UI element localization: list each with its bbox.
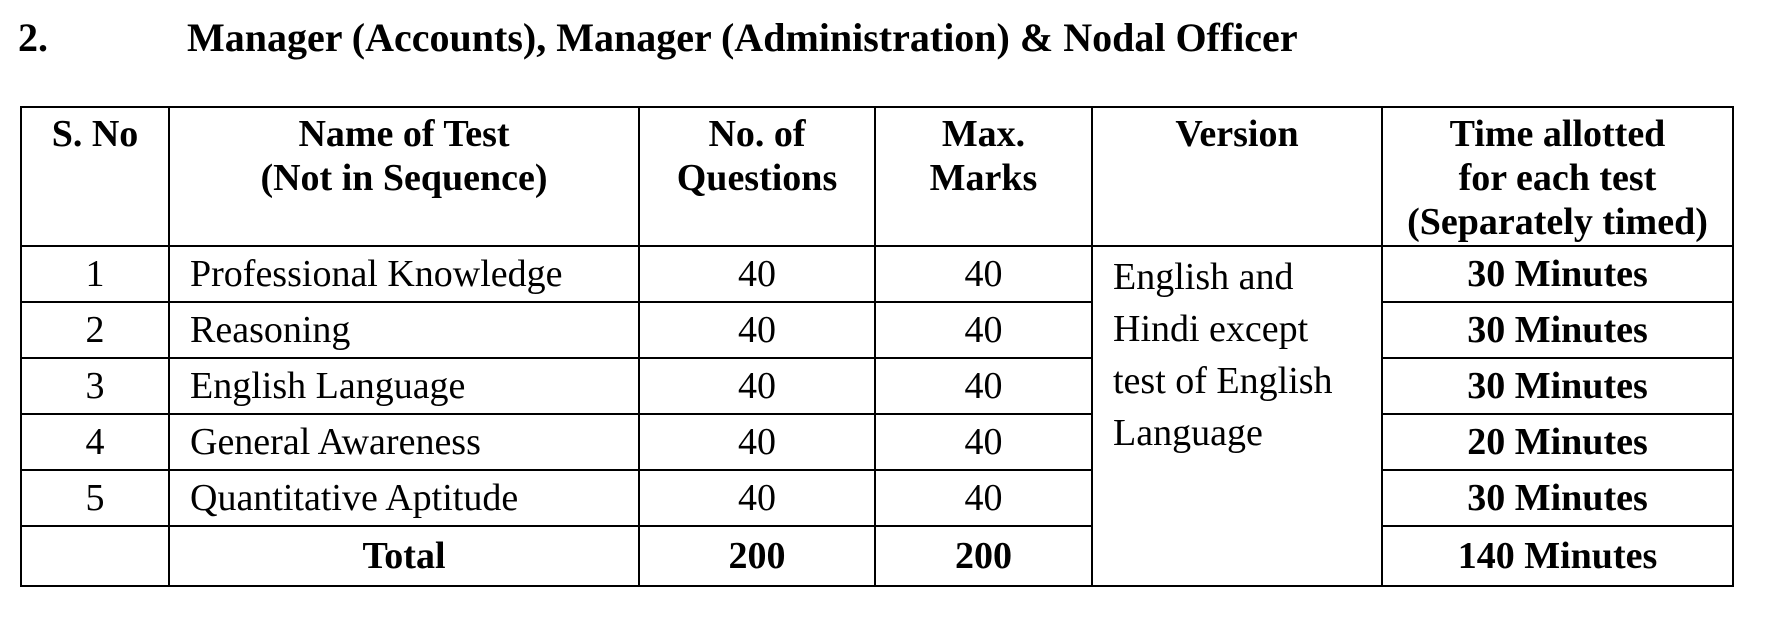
header-version-text: Version bbox=[1175, 113, 1299, 155]
header-no-of-questions bbox=[639, 107, 875, 246]
cell-marks: 40 bbox=[875, 414, 1092, 470]
table-row bbox=[21, 246, 1733, 302]
cell-version: English and Hindi except test of English Language bbox=[1092, 246, 1382, 586]
header-time-line-1: Time allotted bbox=[1449, 113, 1666, 155]
header-max-marks bbox=[875, 107, 1092, 246]
cell-marks: 40 bbox=[875, 470, 1092, 526]
header-questions-line-2: Questions bbox=[676, 157, 838, 199]
cell-time: 30 Minutes bbox=[1382, 358, 1733, 414]
cell-total-label: Total bbox=[169, 526, 639, 586]
cell-time: 30 Minutes bbox=[1382, 470, 1733, 526]
cell-test-name: Reasoning bbox=[169, 302, 639, 358]
cell-questions: 40 bbox=[639, 470, 875, 526]
table-row bbox=[21, 358, 1733, 414]
cell-total-questions: 200 bbox=[639, 526, 875, 586]
section-heading bbox=[18, 8, 1718, 68]
cell-questions: 40 bbox=[639, 358, 875, 414]
table-total-row bbox=[21, 526, 1733, 586]
header-name-line-2: (Not in Sequence) bbox=[260, 157, 548, 199]
cell-total-marks: 200 bbox=[875, 526, 1092, 586]
cell-total-time: 140 Minutes bbox=[1382, 526, 1733, 586]
cell-sno: 5 bbox=[21, 470, 169, 526]
cell-marks: 40 bbox=[875, 358, 1092, 414]
header-marks-line-2: Marks bbox=[929, 157, 1038, 199]
cell-sno: 4 bbox=[21, 414, 169, 470]
section-title: Manager (Accounts), Manager (Administration) & Nodal Officer bbox=[187, 15, 1298, 60]
cell-test-name: Professional Knowledge bbox=[169, 246, 639, 302]
exam-pattern-table bbox=[20, 106, 1734, 587]
header-name-line-1: Name of Test bbox=[298, 113, 510, 155]
section-number: 2. bbox=[18, 15, 48, 60]
header-sno-text: S. No bbox=[51, 113, 139, 155]
header-time-line-3: (Separately timed) bbox=[1407, 201, 1708, 243]
cell-test-name: English Language bbox=[169, 358, 639, 414]
header-name-of-test bbox=[169, 107, 639, 246]
cell-sno: 1 bbox=[21, 246, 169, 302]
header-sno bbox=[21, 107, 169, 246]
cell-time: 20 Minutes bbox=[1382, 414, 1733, 470]
table-row bbox=[21, 470, 1733, 526]
table-row bbox=[21, 414, 1733, 470]
cell-marks: 40 bbox=[875, 302, 1092, 358]
cell-total-sno-empty bbox=[21, 526, 169, 586]
cell-marks: 40 bbox=[875, 246, 1092, 302]
table-row bbox=[21, 302, 1733, 358]
table-header-row bbox=[21, 107, 1733, 246]
cell-test-name: General Awareness bbox=[169, 414, 639, 470]
cell-questions: 40 bbox=[639, 414, 875, 470]
header-version bbox=[1092, 107, 1382, 246]
header-marks-line-1: Max. bbox=[941, 113, 1026, 155]
cell-questions: 40 bbox=[639, 246, 875, 302]
cell-time: 30 Minutes bbox=[1382, 302, 1733, 358]
cell-sno: 2 bbox=[21, 302, 169, 358]
cell-time: 30 Minutes bbox=[1382, 246, 1733, 302]
header-time-allotted bbox=[1382, 107, 1733, 246]
cell-questions: 40 bbox=[639, 302, 875, 358]
header-time-line-2: for each test bbox=[1458, 157, 1657, 199]
header-questions-line-1: No. of bbox=[708, 113, 806, 155]
cell-sno: 3 bbox=[21, 358, 169, 414]
cell-test-name: Quantitative Aptitude bbox=[169, 470, 639, 526]
